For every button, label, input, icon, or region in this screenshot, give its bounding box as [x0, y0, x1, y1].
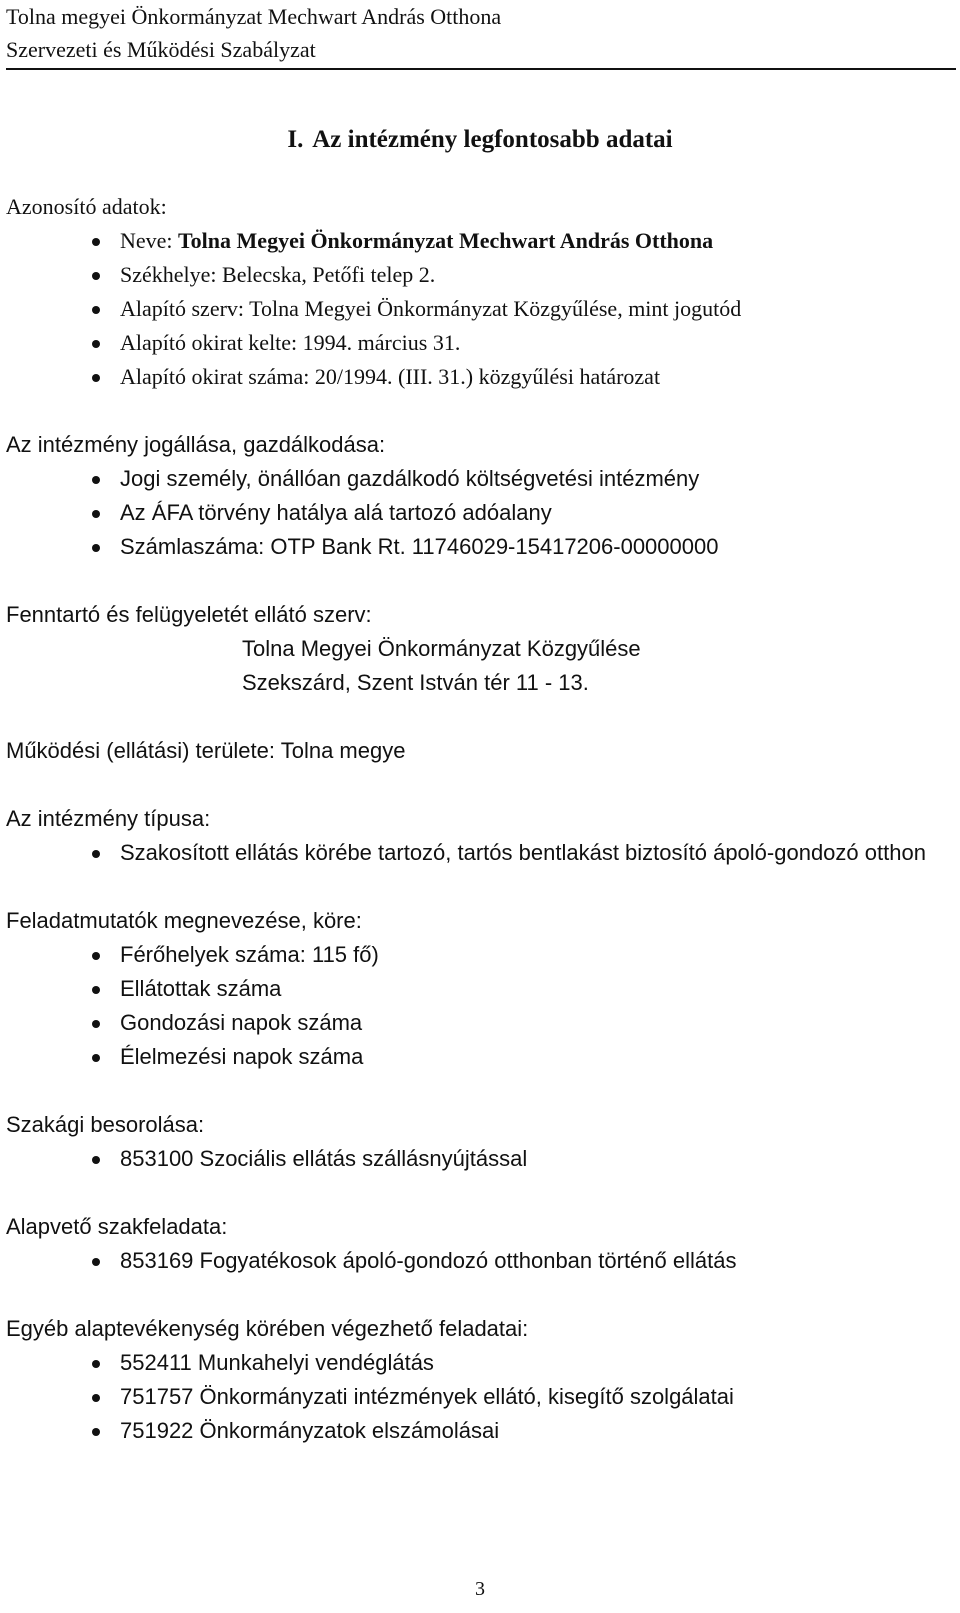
list-item-text: Számlaszáma: OTP Bank Rt. 11746029-15417206-00000000: [120, 534, 719, 559]
list-item: [6, 972, 952, 1006]
bullet-icon: [92, 1360, 100, 1368]
list-item-text: 853100 Szociális ellátás szállásnyújtással: [120, 1146, 528, 1171]
list-item-text: Az ÁFA törvény hatálya alá tartozó adóalany: [120, 500, 552, 525]
section-title-text: Az intézmény legfontosabb adatai: [312, 126, 673, 153]
list-item: [6, 496, 952, 530]
bullet-icon: [92, 1156, 100, 1164]
list-item: [6, 1006, 952, 1040]
bullet-icon: [92, 1258, 100, 1266]
list-item-text: Férőhelyek száma: 115 fő): [120, 942, 379, 967]
list-item: [6, 1346, 952, 1380]
list-item: [6, 360, 952, 394]
identifiers-list: [6, 224, 952, 394]
operating-area: Működési (ellátási) területe: Tolna megye: [6, 738, 406, 763]
list-item-text: Jogi személy, önállóan gazdálkodó költségvetési intézmény: [120, 466, 700, 491]
bullet-icon: [92, 544, 100, 552]
bullet-icon: [92, 1394, 100, 1402]
list-item-text: 552411 Munkahelyi vendéglátás: [120, 1350, 434, 1375]
spacer: [6, 1278, 952, 1312]
list-item-text: Alapító okirat száma: 20/1994. (III. 31.) közgyűlési határozat: [120, 364, 661, 389]
list-item: [6, 292, 952, 326]
list-item: [6, 530, 952, 564]
core-task-label: Alapvető szakfeladata:: [6, 1214, 228, 1239]
list-item-text: Gondozási napok száma: [120, 1010, 363, 1035]
bullet-icon: [92, 850, 100, 858]
list-item-text: Élelmezési napok száma: [120, 1044, 364, 1069]
bullet-icon: [92, 272, 100, 280]
list-item-text: Alapító szerv: Tolna Megyei Önkormányzat Közgyűlése, mint jogutód: [120, 296, 742, 321]
list-item-text: Szakosított ellátás körébe tartozó, tartós bentlakást biztosító ápoló-gondozó otthon: [120, 840, 926, 865]
sector-list: [6, 1142, 952, 1176]
sector-label: Szakági besorolása:: [6, 1112, 205, 1137]
core-task-list: [6, 1244, 952, 1278]
header-document-title: Szervezeti és Működési Szabályzat: [6, 33, 956, 70]
legal-status-label: Az intézmény jogállása, gazdálkodása:: [6, 432, 386, 457]
bullet-icon: [92, 238, 100, 246]
list-item: [6, 1040, 952, 1074]
bullet-icon: [92, 476, 100, 484]
list-item-text: 751757 Önkormányzati intézmények ellátó, kisegítő szolgálatai: [120, 1384, 734, 1409]
legal-status-list: [6, 462, 952, 564]
spacer: [6, 768, 952, 802]
list-item-text: Székhelye: Belecska, Petőfi telep 2.: [120, 262, 436, 287]
list-item: [6, 1244, 952, 1278]
list-item: [6, 326, 952, 360]
bullet-icon: [92, 1020, 100, 1028]
maintainer-name: Tolna Megyei Önkormányzat Közgyűlése: [242, 636, 641, 661]
list-item: [6, 836, 952, 870]
list-item: [6, 938, 952, 972]
list-item: [6, 258, 952, 292]
spacer: [6, 870, 952, 904]
page-number: 3: [475, 1578, 485, 1600]
identifiers-label: Azonosító adatok:: [6, 194, 167, 219]
spacer: [6, 1074, 952, 1108]
bullet-icon: [92, 1428, 100, 1436]
spacer: [6, 700, 952, 734]
maintainer-address: Szekszárd, Szent István tér 11 - 13.: [242, 670, 589, 695]
list-item-name: [6, 224, 952, 258]
page-header: [6, 0, 956, 70]
list-item: [6, 1414, 952, 1448]
institution-type-label: Az intézmény típusa:: [6, 806, 211, 831]
bullet-icon: [92, 952, 100, 960]
list-item: [6, 1142, 952, 1176]
section-number: I.: [287, 126, 304, 153]
indicators-list: [6, 938, 952, 1074]
bullet-icon: [92, 374, 100, 382]
document-body: [6, 190, 952, 1448]
spacer: [6, 1176, 952, 1210]
list-item: [6, 1380, 952, 1414]
institution-type-list: [6, 836, 952, 870]
indicators-label: Feladatmutatók megnevezése, köre:: [6, 908, 362, 933]
header-institution-name: Tolna megyei Önkormányzat Mechwart András Otthona: [6, 4, 502, 29]
bullet-icon: [92, 510, 100, 518]
list-item-text: Ellátottak száma: [120, 976, 282, 1001]
list-item-text: 751922 Önkormányzatok elszámolásai: [120, 1418, 500, 1443]
spacer: [6, 564, 952, 598]
spacer: [6, 394, 952, 428]
other-tasks-label: Egyéb alaptevékenység körében végezhető feladatai:: [6, 1316, 529, 1341]
bullet-icon: [92, 1054, 100, 1062]
bullet-icon: [92, 986, 100, 994]
name-prefix: Neve:: [120, 228, 179, 253]
section-title: [0, 123, 960, 157]
institution-name: Tolna Megyei Önkormányzat Mechwart András Otthona: [178, 228, 714, 253]
list-item-text: Alapító okirat kelte: 1994. március 31.: [120, 330, 461, 355]
other-tasks-list: [6, 1346, 952, 1448]
bullet-icon: [92, 306, 100, 314]
maintainer-label: Fenntartó és felügyeletét ellátó szerv:: [6, 602, 372, 627]
list-item-text: 853169 Fogyatékosok ápoló-gondozó otthonban történő ellátás: [120, 1248, 737, 1273]
bullet-icon: [92, 340, 100, 348]
list-item: [6, 462, 952, 496]
